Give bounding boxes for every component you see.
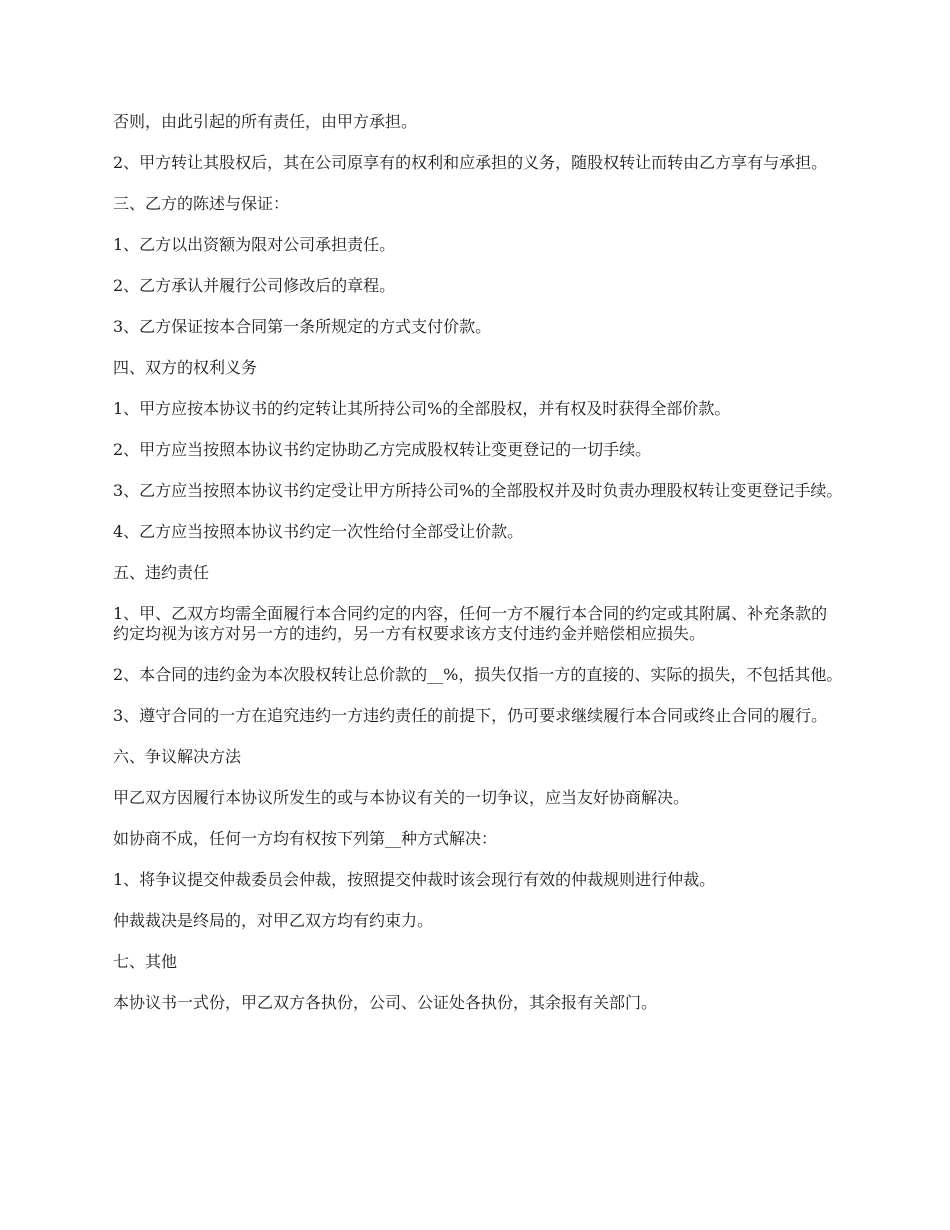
paragraph-continuation: 否则，由此引起的所有责任，由甲方承担。: [113, 112, 418, 131]
paragraph-clause: 3、乙方应当按照本协议书约定受让甲方所持公司%的全部股权并及时负责办理股权转让变更登记手续。: [113, 481, 843, 500]
paragraph-clause: 3、遵守合同的一方在追究违约一方违约责任的前提下，仍可要求继续履行本合同或终止合同的履行。: [113, 706, 828, 725]
paragraph-clause: 1、甲、乙双方均需全面履行本合同约定的内容，任何一方不履行本合同的约定或其附属、补充条款的约定均视为该方对另一方的违约，另一方有权要求该方支付违约金并赔偿相应损失。: [113, 604, 828, 643]
paragraph-clause: 1、乙方以出资额为限对公司承担责任。: [113, 235, 396, 254]
document-body: [113, 112, 843, 1034]
paragraph-clause-2-transfer: 2、甲方转让其股权后，其在公司原享有的权利和应承担的义务，随股权转让而转由乙方享有与承担。: [113, 153, 828, 172]
paragraph-clause: 4、乙方应当按照本协议书约定一次性给付全部受让价款。: [113, 522, 524, 541]
paragraph-clause: 3、乙方保证按本合同第一条所规定的方式支付价款。: [113, 317, 492, 336]
paragraph-clause: 2、本合同的违约金为本次股权转让总价款的__%，损失仅指一方的直接的、实际的损失，不包括其他。: [113, 665, 843, 684]
paragraph-clause: 甲乙双方因履行本协议所发生的或与本协议有关的一切争议，应当友好协商解决。: [113, 788, 690, 807]
section-heading-5: 五、违约责任: [113, 563, 210, 582]
paragraph-clause: 如协商不成，任何一方均有权按下列第__种方式解决：: [113, 829, 498, 848]
paragraph-clause: 本协议书一式份，甲乙双方各执份，公司、公证处各执份，其余报有关部门。: [113, 993, 658, 1012]
section-heading-3: 三、乙方的陈述与保证：: [113, 194, 290, 213]
section-heading-7: 七、其他: [113, 952, 178, 971]
paragraph-clause: 2、甲方应当按照本协议书约定协助乙方完成股权转让变更登记的一切手续。: [113, 440, 652, 459]
section-heading-4: 四、双方的权利义务: [113, 358, 258, 377]
paragraph-clause: 2、乙方承认并履行公司修改后的章程。: [113, 276, 396, 295]
paragraph-clause: 仲裁裁决是终局的，对甲乙双方均有约束力。: [113, 911, 434, 930]
paragraph-clause: 1、甲方应按本协议书的约定转让其所持公司%的全部股权，并有权及时获得全部价款。: [113, 399, 731, 418]
paragraph-clause: 1、将争议提交仲裁委员会仲裁，按照提交仲裁时该会现行有效的仲裁规则进行仲裁。: [113, 870, 716, 889]
section-heading-6: 六、争议解决方法: [113, 747, 242, 766]
